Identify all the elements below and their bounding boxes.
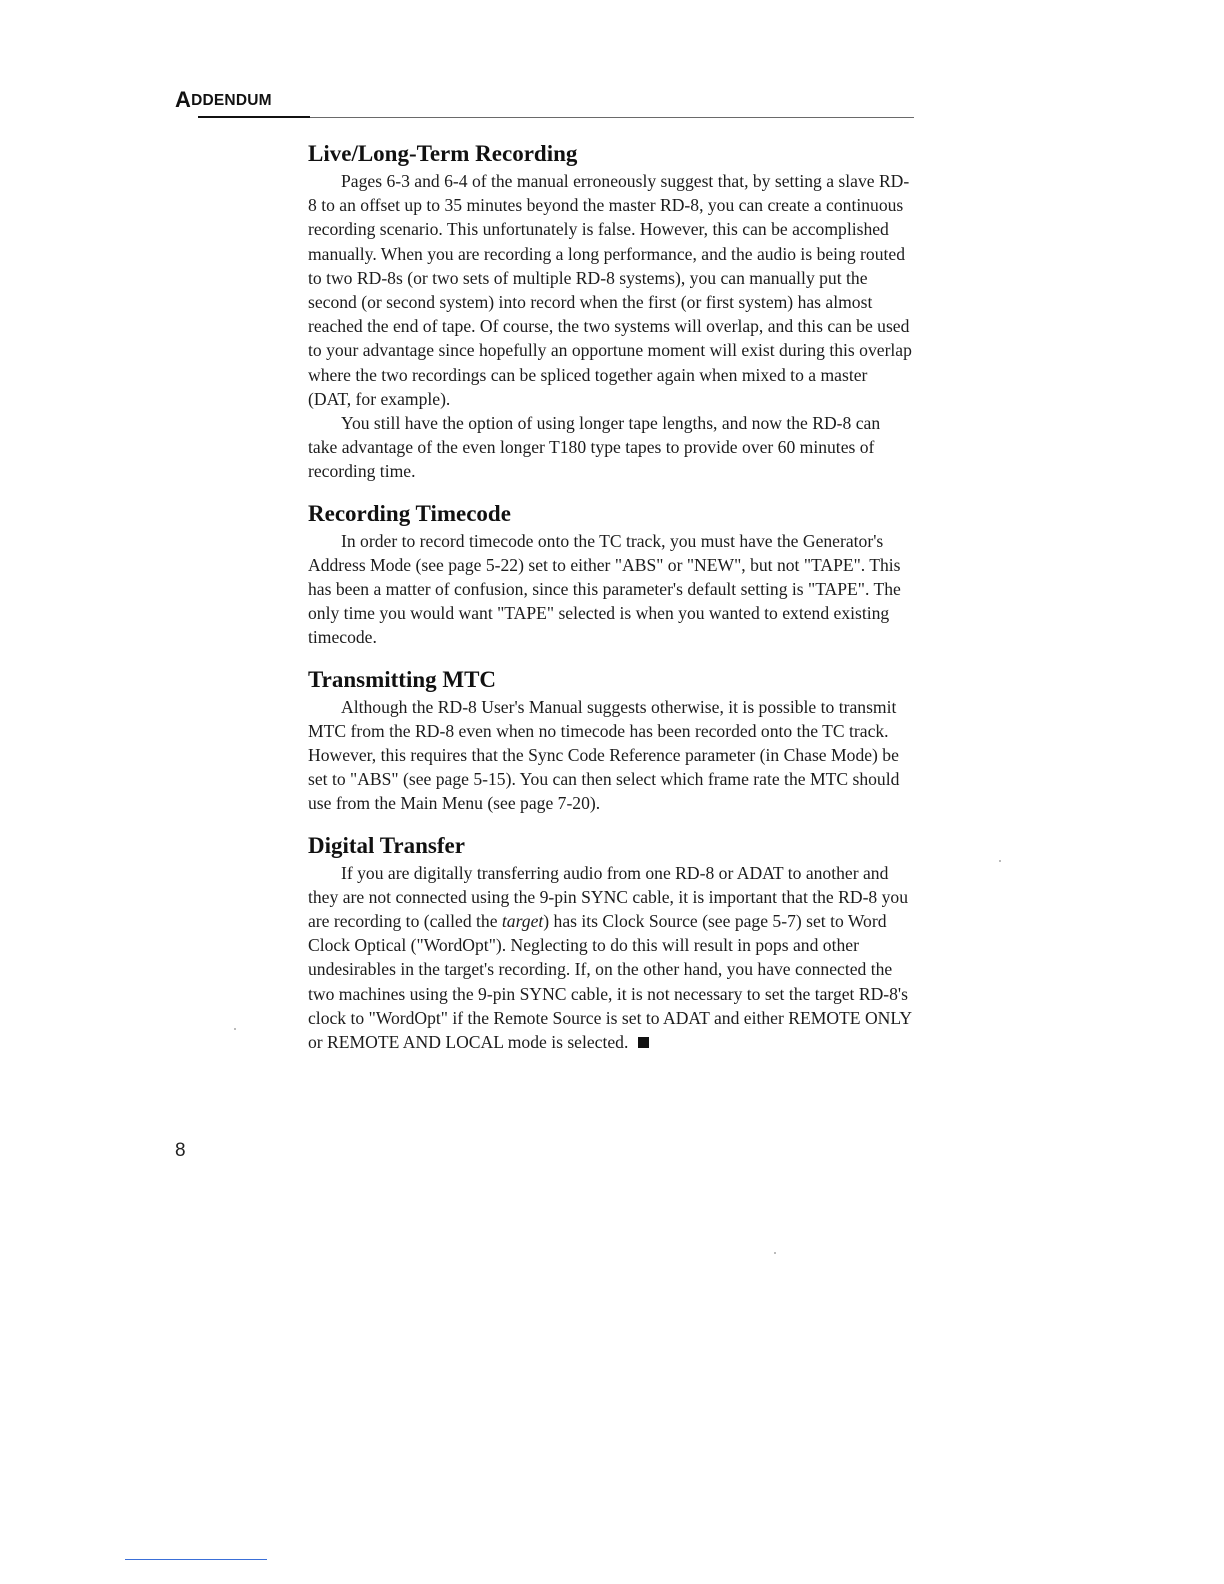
end-of-section-mark — [638, 1037, 649, 1048]
header-initial: A — [175, 87, 192, 112]
page-number: 8 — [175, 1140, 186, 1161]
paragraph-text: ) has its Clock Source (see page 5-7) set to Word Clock Optical ("WordOpt"). Neglecting to do this will result in pops and other undesirables in the target's recording. If, on the other hand, you have connected the two machines using the 9-pin SYNC cable, it is not necessary to set the target RD-8's clock to "WordOpt" if the Remote Source is set to ADAT and either REMOTE ONLY or REMOTE AND LOCAL mode is selected. — [308, 911, 912, 1053]
scan-speck — [999, 860, 1001, 862]
header-text: DDENDUM — [191, 92, 272, 109]
section-heading: Recording Timecode — [308, 500, 511, 526]
main-content — [308, 138, 913, 1054]
paragraph — [308, 861, 913, 1055]
scan-speck — [234, 1028, 236, 1030]
paragraph: Pages 6-3 and 6-4 of the manual erroneously suggest that, by setting a slave RD-8 to an offset up to 35 minutes beyond the master RD-8, you can create a continuous recording scenario. This unfortunately is false. However, this can be accomplished manually. When you are recording a long performance, and the audio is being routed to two RD-8s (or two sets of multiple RD-8 systems), you can manually put the second (or second system) into record when the first (or first system) has almost reached the end of tape. Of course, the two systems will overlap, and this can be used to your advantage since hopefully an opportune moment will exist during this overlap where the two recordings can be spliced together again when mixed to a master (DAT, for example). — [308, 171, 912, 409]
section-digital-transfer — [308, 830, 913, 1055]
paragraph: You still have the option of using longer tape lengths, and now the RD-8 can take advantage of the even longer T180 type tapes to provide over 60 minutes of recording time. — [308, 413, 881, 482]
section-transmitting-mtc — [308, 664, 913, 816]
section-live-long-term-recording — [308, 138, 913, 484]
header-rule-accent — [198, 116, 310, 118]
paragraph: Although the RD-8 User's Manual suggests otherwise, it is possible to transmit MTC from the RD-8 even when no timecode has been recorded onto the TC track. However, this requires that the Sync Code Reference parameter (in Chase Mode) be set to "ABS" (see page 5-15). You can then select which frame rate the MTC should use from the Main Menu (see page 7-20). — [308, 696, 900, 814]
section-heading: Live/Long-Term Recording — [308, 141, 578, 166]
section-recording-timecode — [308, 498, 913, 650]
page-header — [175, 87, 272, 113]
italic-term: target — [501, 911, 544, 932]
bottom-decorative-line — [125, 1559, 267, 1560]
paragraph-text: If you are digitally transferring audio from one RD-8 or ADAT to another and they are not connected using the 9-pin SYNC cable, it is important that the RD-8 you are recording to (called the — [308, 862, 909, 932]
section-heading: Transmitting MTC — [308, 666, 497, 692]
scan-speck — [774, 1252, 776, 1254]
paragraph: In order to record timecode onto the TC track, you must have the Generator's Address Mode (see page 5-22) set to either "ABS" or "NEW", but not "TAPE". This has been a matter of confusion, since this parameter's default setting is "TAPE". The only time you would want "TAPE" selected is when you wanted to extend existing timecode. — [308, 530, 901, 648]
section-heading: Digital Transfer — [308, 832, 465, 858]
